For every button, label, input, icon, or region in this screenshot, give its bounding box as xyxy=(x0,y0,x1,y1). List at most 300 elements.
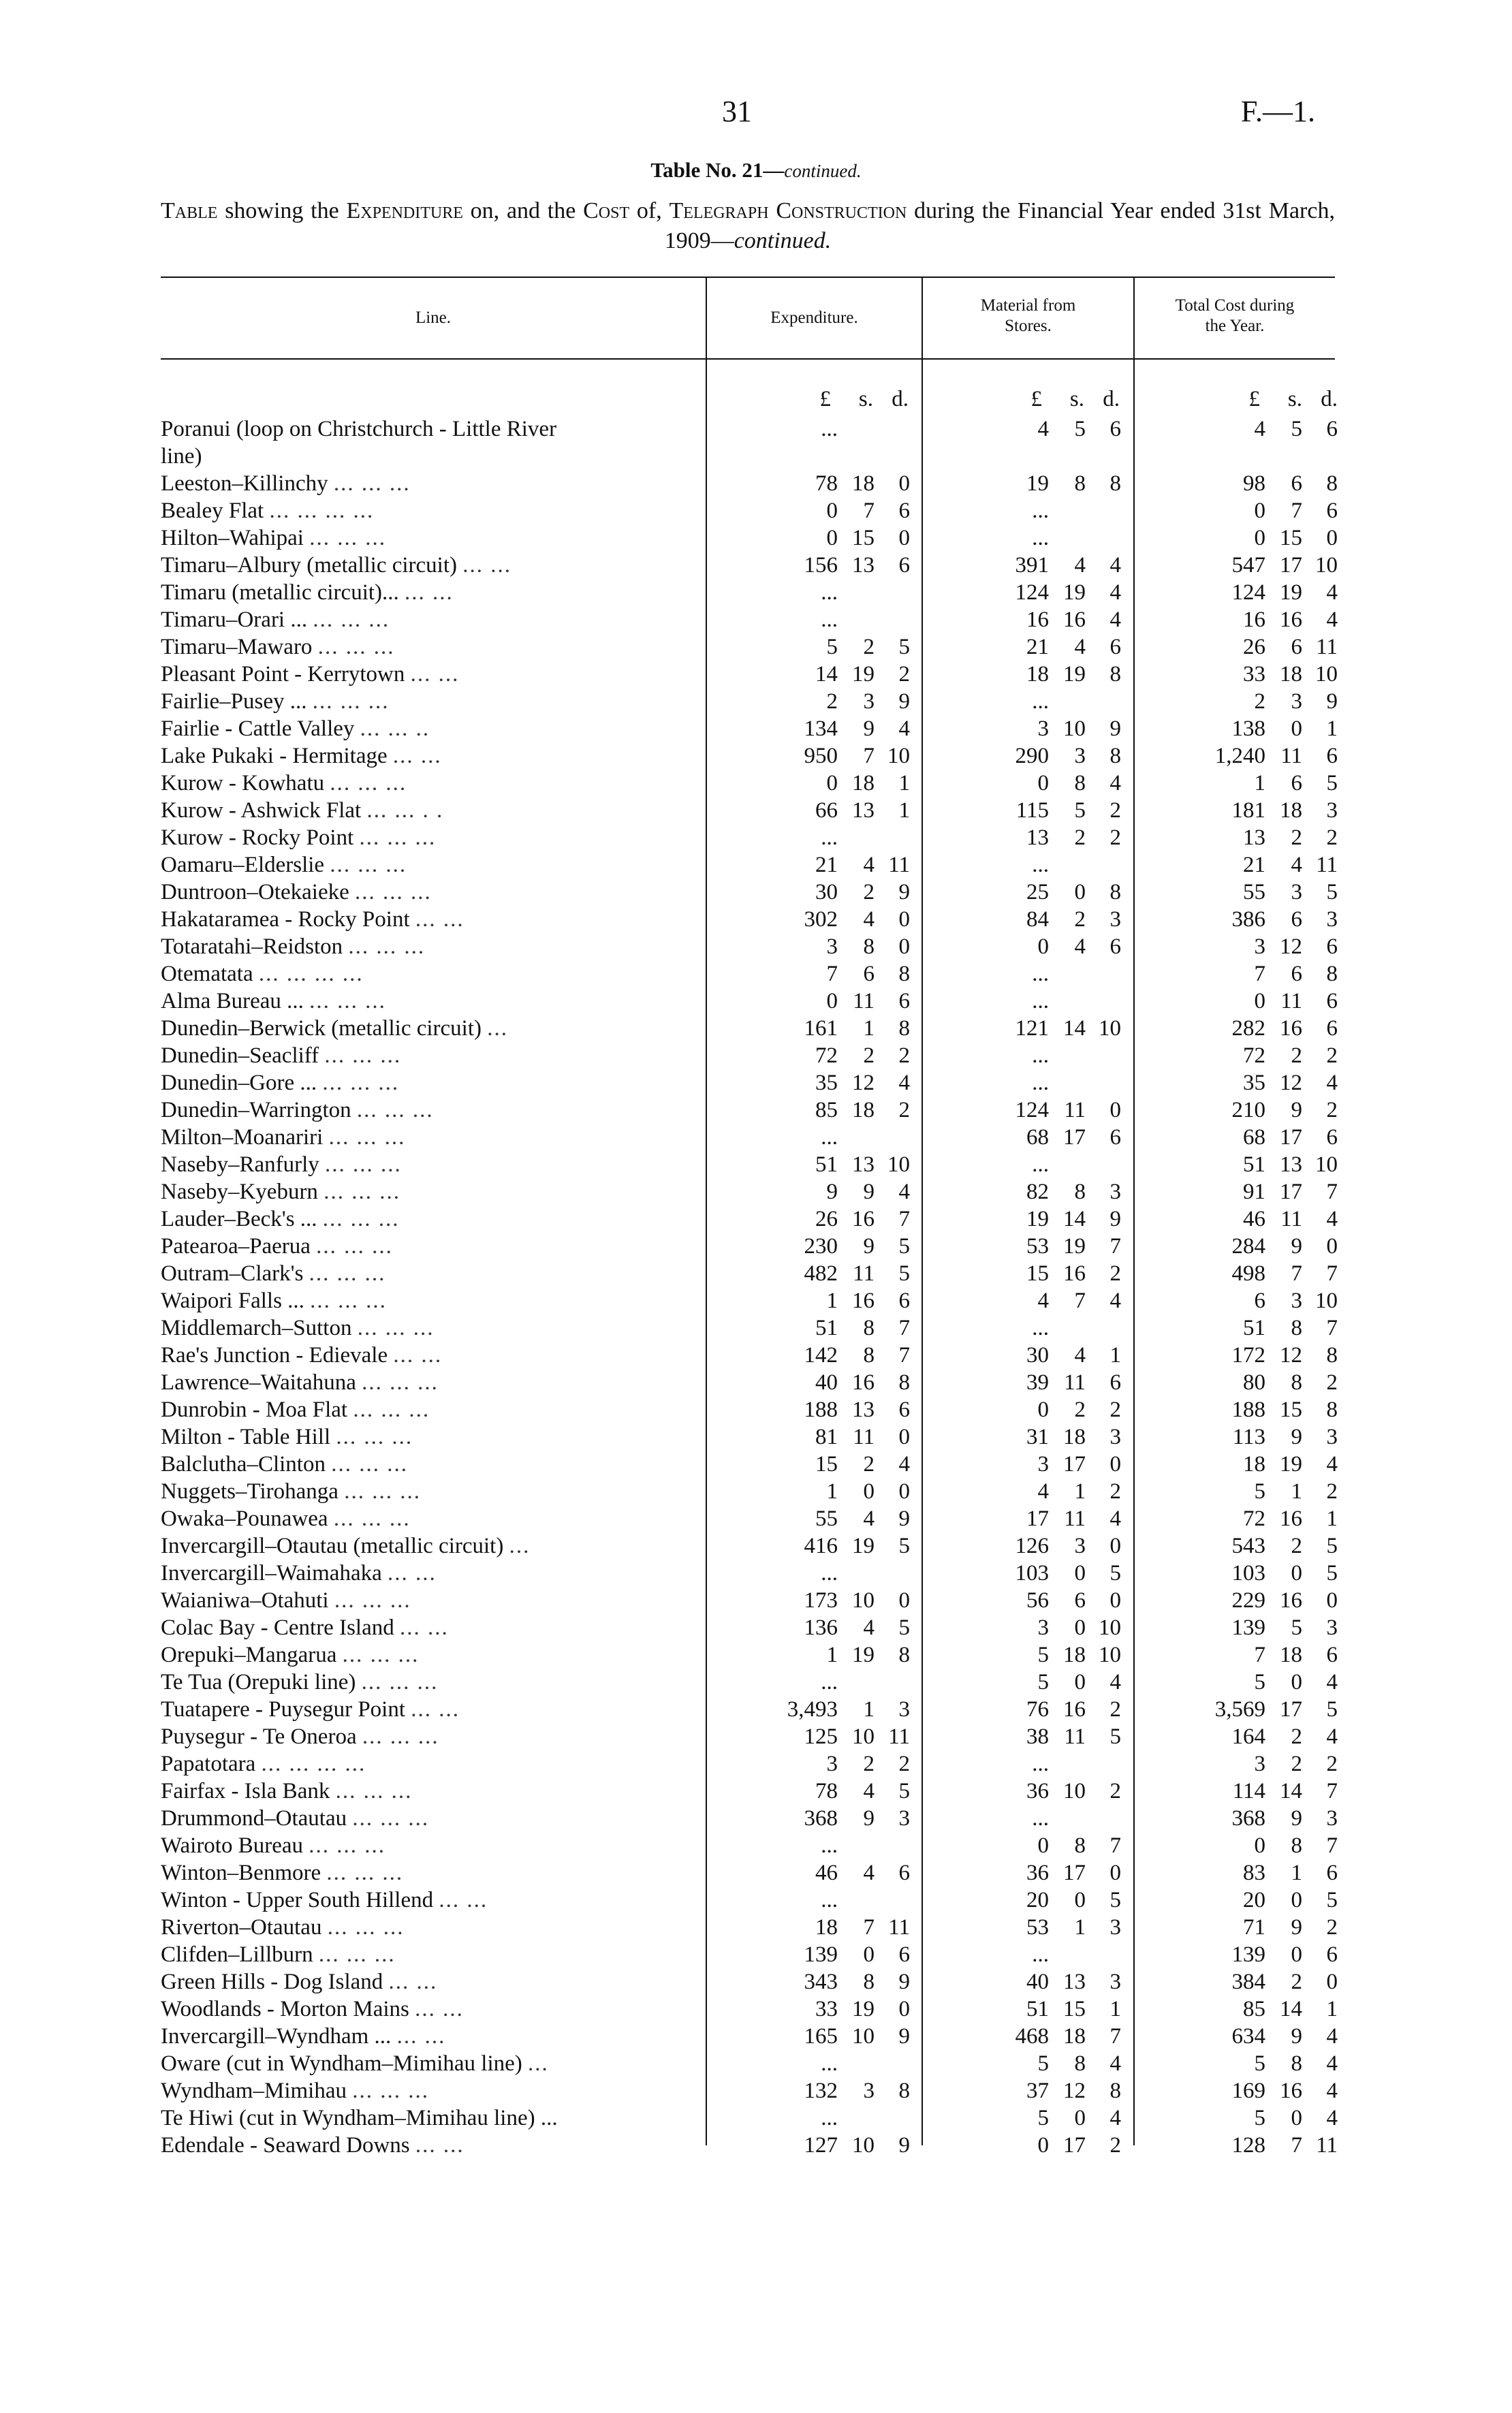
mat-shillings: 8 xyxy=(1074,1180,1086,1204)
exp-pence: 9 xyxy=(898,1507,910,1531)
exp-pounds: 33 xyxy=(815,1997,838,2021)
line-name xyxy=(161,1314,692,1342)
line-name-text: Oamaru–Elderslie xyxy=(161,853,325,877)
tot-shillings: 8 xyxy=(1291,2051,1302,2076)
exp-shillings: 19 xyxy=(852,1997,875,2021)
leader-dots: ... ... xyxy=(388,1970,438,1994)
tot-pence: 9 xyxy=(1326,689,1338,714)
exp-pence: 4 xyxy=(898,1452,910,1477)
leader-dots: ... ... xyxy=(410,662,460,687)
mat-pounds: 103 xyxy=(1015,1561,1049,1586)
leader-dots: ... ... xyxy=(415,1997,464,2021)
mat-shillings: 4 xyxy=(1074,553,1086,578)
tot-pence: 1 xyxy=(1326,1997,1338,2021)
line-name xyxy=(161,1369,692,1396)
tot-pounds: 46 xyxy=(1243,1207,1265,1231)
line-name xyxy=(161,1941,692,1968)
line-name xyxy=(161,933,692,960)
exp-pounds: 35 xyxy=(815,1071,838,1095)
exp-shillings: 10 xyxy=(852,2133,875,2158)
tot-pence: 6 xyxy=(1326,989,1338,1013)
leader-dots: ... ... ... xyxy=(348,934,426,959)
exp-pounds: 9 xyxy=(826,1180,838,1204)
line-name-text: Edendale - Seaward Downs xyxy=(161,2133,410,2158)
exp-shillings: 13 xyxy=(852,798,875,823)
exp-shillings: 19 xyxy=(852,1643,875,1667)
mat-pence: 1 xyxy=(1109,1997,1121,2021)
tot-shillings: 7 xyxy=(1291,1261,1302,1286)
tot-pounds: 229 xyxy=(1231,1588,1265,1613)
mat-pounds: ... xyxy=(1032,1806,1049,1831)
exp-pounds: ... xyxy=(821,417,838,441)
mat-shillings: 16 xyxy=(1063,1261,1086,1286)
table-row xyxy=(0,2023,1512,2050)
mat-pounds: ... xyxy=(1032,1071,1049,1095)
table-row xyxy=(0,1287,1512,1314)
exp-pounds: 5 xyxy=(826,635,838,659)
exp-shillings: 2 xyxy=(863,1043,875,1068)
tot-pounds: 91 xyxy=(1243,1180,1265,1204)
leader-dots: ... ... ... xyxy=(359,825,437,850)
exp-pence: 0 xyxy=(898,934,910,959)
leader-dots: ... ... ... xyxy=(344,1479,421,1504)
line-name-text: Dunrobin - Moa Flat xyxy=(161,1398,348,1422)
mat-pounds: 76 xyxy=(1026,1697,1049,1722)
tot-pence: 6 xyxy=(1326,1942,1338,1967)
mat-shilling-unit: s. xyxy=(1069,387,1084,411)
leader-dots: ... ... .. xyxy=(360,716,430,741)
line-name xyxy=(161,879,692,906)
tot-pence: 8 xyxy=(1326,1398,1338,1422)
line-name xyxy=(161,1532,692,1560)
tot-pence: 3 xyxy=(1326,1425,1338,1449)
exp-shillings: 2 xyxy=(863,1452,875,1477)
exp-pounds: ... xyxy=(821,1833,838,1858)
exp-shillings: 1 xyxy=(863,1016,875,1041)
line-name-text: Kurow - Rocky Point xyxy=(161,825,354,850)
line-name xyxy=(161,1396,692,1423)
table-row xyxy=(0,1342,1512,1369)
tot-shillings: 0 xyxy=(1291,1942,1302,1967)
tot-shillings: 1 xyxy=(1291,1861,1302,1885)
mat-shillings: 0 xyxy=(1074,1670,1086,1694)
mat-pence: 3 xyxy=(1109,1915,1121,1940)
exp-pence: 5 xyxy=(898,1261,910,1286)
mat-shillings: 11 xyxy=(1064,1098,1086,1122)
exp-pence: 0 xyxy=(898,1425,910,1449)
line-name xyxy=(161,1505,692,1532)
mat-pence: 2 xyxy=(1109,2133,1121,2158)
tot-shillings: 6 xyxy=(1291,962,1302,986)
leader-dots: ... ... xyxy=(399,1615,449,1640)
line-name-text: Wyndham–Mimihau xyxy=(161,2079,347,2103)
exp-pence: 5 xyxy=(898,1234,910,1259)
tot-pence: 1 xyxy=(1326,1507,1338,1531)
exp-pounds: ... xyxy=(821,2106,838,2130)
tot-pounds: 138 xyxy=(1231,716,1265,741)
tot-pence: 6 xyxy=(1326,1861,1338,1885)
mat-pence-unit: d. xyxy=(1103,387,1120,411)
exp-shillings: 8 xyxy=(863,1316,875,1340)
exp-pence: 9 xyxy=(898,1970,910,1994)
mat-pence: 1 xyxy=(1109,1343,1121,1368)
line-name-text: Riverton–Otautau xyxy=(161,1915,322,1940)
tot-shillings: 12 xyxy=(1280,934,1302,959)
leader-dots: ... ... xyxy=(393,1343,443,1368)
tot-pounds: 71 xyxy=(1243,1915,1265,1940)
line-name-text: Puysegur - Te Oneroa xyxy=(161,1724,357,1749)
line-name-text: Te Hiwi (cut in Wyndham–Mimihau line) ... xyxy=(161,2106,558,2130)
tot-pounds: 384 xyxy=(1231,1970,1265,1994)
exp-pence: 8 xyxy=(898,962,910,986)
line-name xyxy=(161,906,692,933)
mat-pounds: 84 xyxy=(1026,907,1049,932)
tot-shillings: 17 xyxy=(1280,1125,1302,1150)
exp-pence: 8 xyxy=(898,1370,910,1395)
header-top-rule xyxy=(161,277,1335,278)
mat-pounds: 37 xyxy=(1026,2079,1049,2103)
table-row xyxy=(0,960,1512,988)
exp-shillings: 7 xyxy=(863,744,875,768)
leader-dots: ... ... xyxy=(462,553,512,578)
tot-pounds: 169 xyxy=(1231,2079,1265,2103)
line-name xyxy=(161,688,692,715)
exp-pounds: ... xyxy=(821,608,838,632)
table-row xyxy=(0,1968,1512,1996)
mat-pence: 10 xyxy=(1099,1643,1121,1667)
mat-shillings: 5 xyxy=(1074,798,1086,823)
exp-pounds: 302 xyxy=(804,907,838,932)
mat-shillings: 1 xyxy=(1074,1479,1086,1504)
mat-pounds: 68 xyxy=(1026,1125,1049,1150)
line-name-text: Duntroon–Otekaieke xyxy=(161,880,349,904)
tot-pounds: 543 xyxy=(1231,1534,1265,1558)
mat-shillings: 3 xyxy=(1074,1534,1086,1558)
tot-shillings: 0 xyxy=(1291,1888,1302,1912)
table-row xyxy=(0,1451,1512,1478)
header-expenditure: Expenditure. xyxy=(770,309,858,327)
exp-shillings: 1 xyxy=(863,1697,875,1722)
tot-pence: 6 xyxy=(1326,744,1338,768)
mat-shillings: 8 xyxy=(1074,2051,1086,2076)
tot-pounds: 5 xyxy=(1254,1670,1265,1694)
exp-pence: 2 xyxy=(898,662,910,687)
mat-pence: 9 xyxy=(1109,1207,1121,1231)
tot-pounds: 124 xyxy=(1231,580,1265,605)
exp-pence: 6 xyxy=(898,1861,910,1885)
tot-shillings: 6 xyxy=(1291,471,1302,496)
line-name-text: Naseby–Ranfurly xyxy=(161,1152,319,1177)
caption-part-8: during the Financial Year ended 31st March, 1909— xyxy=(664,198,1335,253)
exp-pence: 4 xyxy=(898,1180,910,1204)
mat-shillings: 16 xyxy=(1063,1697,1086,1722)
line-name xyxy=(161,1178,692,1205)
tot-shillings: 0 xyxy=(1291,2106,1302,2130)
tot-pence: 2 xyxy=(1326,1479,1338,1504)
table-row xyxy=(0,988,1512,1015)
leader-dots: ... ... ... xyxy=(309,1261,386,1286)
mat-shillings: 0 xyxy=(1074,2106,1086,2130)
leader-dots: ... ... ... xyxy=(362,1370,439,1395)
table-row xyxy=(0,688,1512,715)
mat-pounds: 0 xyxy=(1037,2133,1049,2158)
exp-pounds: 51 xyxy=(815,1152,838,1177)
leader-dots: ... ... xyxy=(392,744,442,768)
exp-pence: 5 xyxy=(898,1534,910,1558)
line-name xyxy=(161,988,692,1015)
mat-pence: 0 xyxy=(1109,1098,1121,1122)
mat-pence: 5 xyxy=(1109,1888,1121,1912)
tot-pence: 0 xyxy=(1326,1970,1338,1994)
table-row xyxy=(0,1778,1512,1805)
table-row xyxy=(0,824,1512,851)
mat-pounds: 51 xyxy=(1026,1997,1049,2021)
mat-pounds: 290 xyxy=(1015,744,1049,768)
exp-pence-unit: d. xyxy=(892,387,909,411)
mat-shillings: 11 xyxy=(1064,1370,1086,1395)
exp-shillings: 13 xyxy=(852,1152,875,1177)
table-row xyxy=(0,1696,1512,1723)
mat-pence: 3 xyxy=(1109,907,1121,932)
exp-pounds: 136 xyxy=(804,1615,838,1640)
table-row xyxy=(0,1641,1512,1669)
leader-dots: ... ... . . xyxy=(366,798,444,823)
tot-shillings: 19 xyxy=(1280,1452,1302,1477)
mat-pounds: 4 xyxy=(1037,1289,1049,1313)
tot-shillings: 16 xyxy=(1280,608,1302,632)
line-name-text: Green Hills - Dog Island xyxy=(161,1970,383,1994)
mat-shillings: 2 xyxy=(1074,907,1086,932)
mat-shillings: 2 xyxy=(1074,1398,1086,1422)
leader-dots: ... ... ... xyxy=(328,1125,406,1150)
tot-pence: 11 xyxy=(1316,853,1338,877)
mat-pence: 7 xyxy=(1109,2024,1121,2049)
mat-pounds: 391 xyxy=(1015,553,1049,578)
table-row xyxy=(0,1750,1512,1778)
exp-pounds: 161 xyxy=(804,1016,838,1041)
tot-pounds: 0 xyxy=(1254,526,1265,550)
tot-pounds: 498 xyxy=(1231,1261,1265,1286)
mat-pence: 3 xyxy=(1109,1970,1121,1994)
exp-shillings: 12 xyxy=(852,1071,875,1095)
line-name xyxy=(161,497,692,524)
tot-pence: 4 xyxy=(1326,608,1338,632)
table-row xyxy=(0,1614,1512,1641)
exp-pence: 9 xyxy=(898,2133,910,2158)
leader-dots: ... ... ... xyxy=(313,608,390,632)
tot-shillings: 0 xyxy=(1291,1561,1302,1586)
tot-shillings: 2 xyxy=(1291,1534,1302,1558)
exp-pounds: 343 xyxy=(804,1970,838,1994)
mat-pounds: 40 xyxy=(1026,1970,1049,1994)
tot-pence: 5 xyxy=(1326,1534,1338,1558)
exp-pounds: 14 xyxy=(815,662,838,687)
tot-pounds: 55 xyxy=(1243,880,1265,904)
mat-pounds: 115 xyxy=(1015,798,1049,823)
header-total-line-2: the Year. xyxy=(1205,317,1265,335)
mat-pounds: ... xyxy=(1032,1043,1049,1068)
mat-pounds: 56 xyxy=(1026,1588,1049,1613)
table-row xyxy=(0,606,1512,633)
tot-pounds: 35 xyxy=(1243,1071,1265,1095)
leader-dots: ... ... ... xyxy=(352,1806,430,1831)
table-row xyxy=(0,1669,1512,1696)
line-name xyxy=(161,1069,692,1097)
mat-pence: 6 xyxy=(1109,417,1121,441)
line-name-text: Dunedin–Seacliff xyxy=(161,1043,319,1068)
exp-pence: 0 xyxy=(898,471,910,496)
line-name xyxy=(161,2050,692,2077)
tot-pence: 5 xyxy=(1326,1697,1338,1722)
mat-shillings: 0 xyxy=(1074,1615,1086,1640)
exp-pounds: 230 xyxy=(804,1234,838,1259)
line-name-text: Bealey Flat xyxy=(161,499,264,523)
tot-pence: 4 xyxy=(1326,1452,1338,1477)
table-row xyxy=(0,1996,1512,2023)
leader-dots: ... ... ... xyxy=(361,1670,439,1694)
mat-pounds: 3 xyxy=(1037,1615,1049,1640)
mat-pounds: 36 xyxy=(1026,1779,1049,1803)
tot-pounds: 26 xyxy=(1243,635,1265,659)
table-title xyxy=(0,158,1512,183)
exp-pence: 9 xyxy=(898,880,910,904)
leader-dots: ... ... ... xyxy=(333,1507,411,1531)
tot-shillings: 9 xyxy=(1291,1234,1302,1259)
exp-shillings: 18 xyxy=(852,771,875,795)
mat-pounds: 0 xyxy=(1037,934,1049,959)
mat-shillings: 16 xyxy=(1063,608,1086,632)
exp-pence: 5 xyxy=(898,1779,910,1803)
tot-shillings: 5 xyxy=(1291,417,1302,441)
exp-pounds: 188 xyxy=(804,1398,838,1422)
exp-pounds: ... xyxy=(821,580,838,605)
tot-pence: 6 xyxy=(1326,1643,1338,1667)
caption-part-3: Expenditure xyxy=(346,198,463,223)
exp-pounds: 66 xyxy=(815,798,838,823)
line-name-text: Kurow - Ashwick Flat xyxy=(161,798,362,823)
mat-shillings: 17 xyxy=(1063,1861,1086,1885)
tot-pence: 4 xyxy=(1326,1207,1338,1231)
line-name-text: Dunedin–Berwick (metallic circuit) xyxy=(161,1016,482,1041)
page-number: 31 xyxy=(722,95,752,128)
line-name xyxy=(161,1723,692,1750)
exp-pounds: 78 xyxy=(815,471,838,496)
table-row xyxy=(0,415,1512,469)
tot-shillings: 11 xyxy=(1280,989,1302,1013)
exp-shillings: 2 xyxy=(863,880,875,904)
table-title-main: Table No. 21— xyxy=(650,158,785,182)
line-name-text: Fairlie–Pusey ... xyxy=(161,689,307,714)
tot-shillings: 16 xyxy=(1280,1588,1302,1613)
tot-pence: 11 xyxy=(1316,635,1338,659)
tot-shillings: 17 xyxy=(1280,1697,1302,1722)
exp-pounds: 15 xyxy=(815,1452,838,1477)
mat-shillings: 10 xyxy=(1063,716,1086,741)
tot-shillings: 19 xyxy=(1280,580,1302,605)
mat-pence: 5 xyxy=(1109,1561,1121,1586)
exp-pounds: 0 xyxy=(826,989,838,1013)
table-row xyxy=(0,2077,1512,2104)
line-name xyxy=(161,1015,692,1042)
mat-pence: 4 xyxy=(1109,1507,1121,1531)
exp-pence: 0 xyxy=(898,1479,910,1504)
tot-pence: 2 xyxy=(1326,1370,1338,1395)
leader-dots: ... ... ... xyxy=(357,1316,435,1340)
exp-shillings: 15 xyxy=(852,526,875,550)
mat-pence: 6 xyxy=(1109,635,1121,659)
leader-dots: ... ... ... xyxy=(353,1398,430,1422)
tot-pence: 4 xyxy=(1326,1071,1338,1095)
line-name-text: Colac Bay - Centre Island xyxy=(161,1615,394,1640)
table-row xyxy=(0,770,1512,797)
line-name-text: Kurow - Kowhatu xyxy=(161,771,325,795)
exp-pounds: 21 xyxy=(815,853,838,877)
mat-shillings: 15 xyxy=(1063,1997,1086,2021)
tot-pounds: 72 xyxy=(1243,1043,1265,1068)
leader-dots: ... xyxy=(487,1016,508,1041)
tot-pounds: 18 xyxy=(1243,1452,1265,1477)
exp-pence: 6 xyxy=(898,1289,910,1313)
leader-dots: ... ... ... xyxy=(325,1152,402,1177)
exp-shillings: 8 xyxy=(863,1970,875,1994)
exp-pounds: 2 xyxy=(826,689,838,714)
exp-pence: 2 xyxy=(898,1098,910,1122)
tot-shillings: 17 xyxy=(1280,553,1302,578)
mat-pounds: ... xyxy=(1032,1752,1049,1776)
mat-pence: 7 xyxy=(1109,1234,1121,1259)
exp-pounds: 7 xyxy=(826,962,838,986)
tot-pounds: 7 xyxy=(1254,962,1265,986)
leader-dots: ... ... xyxy=(405,580,454,605)
line-name-text: Winton–Benmore xyxy=(161,1861,321,1885)
mat-shillings: 4 xyxy=(1074,635,1086,659)
line-name-text: Owaka–Pounawea xyxy=(161,1507,328,1531)
mat-pounds: 3 xyxy=(1037,716,1049,741)
tot-pence: 7 xyxy=(1326,1261,1338,1286)
mat-shillings: 17 xyxy=(1063,2133,1086,2158)
tot-pounds: 368 xyxy=(1231,1806,1265,1831)
exp-pence: 2 xyxy=(898,1043,910,1068)
exp-shillings: 13 xyxy=(852,1398,875,1422)
exp-pence: 8 xyxy=(898,1643,910,1667)
line-name xyxy=(161,1914,692,1941)
tot-shillings: 8 xyxy=(1291,1316,1302,1340)
mat-shillings: 12 xyxy=(1063,2079,1086,2103)
line-name xyxy=(161,1342,692,1369)
exp-shillings: 18 xyxy=(852,471,875,496)
mat-pence: 4 xyxy=(1109,1670,1121,1694)
exp-shillings: 8 xyxy=(863,1343,875,1368)
tot-shillings: 14 xyxy=(1280,1997,1302,2021)
tot-shillings: 18 xyxy=(1280,798,1302,823)
leader-dots: ... ... ... xyxy=(326,1861,404,1885)
mat-pence: 6 xyxy=(1109,1370,1121,1395)
mat-pounds: ... xyxy=(1032,499,1049,523)
tot-pence: 4 xyxy=(1326,1724,1338,1749)
table-row xyxy=(0,1205,1512,1233)
mat-pounds: ... xyxy=(1032,689,1049,714)
mat-pounds: ... xyxy=(1032,1316,1049,1340)
table-row xyxy=(0,1369,1512,1396)
exp-pounds: 51 xyxy=(815,1316,838,1340)
mat-shillings: 0 xyxy=(1074,880,1086,904)
tot-pounds: 0 xyxy=(1254,989,1265,1013)
tot-pence: 4 xyxy=(1326,580,1338,605)
line-name-text: Te Tua (Orepuki line) xyxy=(161,1670,356,1694)
mat-pounds: ... xyxy=(1032,989,1049,1013)
mat-pounds: 18 xyxy=(1026,662,1049,687)
line-name xyxy=(161,1887,692,1914)
